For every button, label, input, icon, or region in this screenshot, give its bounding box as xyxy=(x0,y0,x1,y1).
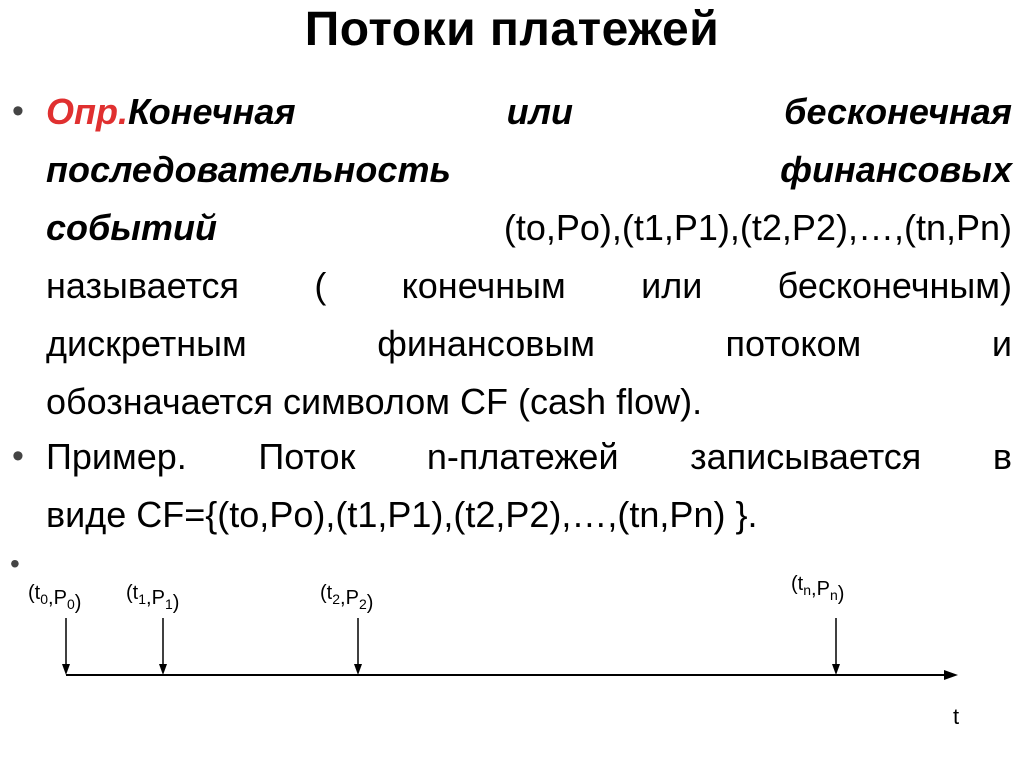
example-text: записывается xyxy=(690,436,922,477)
time-axis-arrowhead xyxy=(944,670,958,680)
definition-word: бесконечная xyxy=(784,91,1012,132)
definition-word: событий xyxy=(46,207,218,248)
definition-word: или xyxy=(506,91,574,132)
payment-arrowhead xyxy=(159,664,167,675)
definition-line-2 xyxy=(46,141,1012,199)
example-text: в xyxy=(992,436,1012,477)
example-text: Пример. Поток n-платежей xyxy=(46,436,619,477)
definition-word: Конечная xyxy=(127,91,296,132)
payment-arrowhead xyxy=(354,664,362,675)
payment-arrowhead xyxy=(832,664,840,675)
payment-label: $(t_2,P_2)$ xyxy=(320,582,374,614)
event-sequence-formula: (to,Po),(t1,P1),(t2,P2),…,(tn,Pn) xyxy=(503,207,1012,248)
payment-arrowhead xyxy=(62,664,70,675)
payment-label: $(t_0,P_0)$ xyxy=(28,582,82,614)
payment-timeline xyxy=(0,540,1024,767)
definition-line-4: называется ( конечным или бесконечным) xyxy=(46,265,1012,306)
definition-word: финансовым xyxy=(377,323,595,364)
example-line-2: виде CF={(to,Po),(t1,P1),(t2,P2),…,(tn,Pn) }. xyxy=(46,494,758,535)
definition-line-5 xyxy=(46,315,1012,373)
time-axis-label: t xyxy=(953,704,960,729)
timeline-events xyxy=(28,573,844,675)
definition-word: и xyxy=(991,323,1012,364)
slide-title: Потоки платежей xyxy=(304,3,720,56)
definition-word: дискретным xyxy=(46,323,247,364)
definition-word: потоком xyxy=(725,323,862,364)
definition-line-6: обозначается символом CF (cash flow). xyxy=(46,381,703,422)
example-line-1 xyxy=(46,428,1012,486)
definition-line-3 xyxy=(46,199,1012,257)
payment-label: $(t_1,P_1)$ xyxy=(126,582,180,614)
definition-word: финансовых xyxy=(780,149,1012,190)
bullet-dot: • xyxy=(12,437,24,475)
bullet-dot: • xyxy=(10,548,20,579)
definition-word: последовательность xyxy=(46,149,451,190)
definition-prefix: Опр. xyxy=(46,91,128,132)
definition-line-1 xyxy=(46,83,1012,141)
bullet-dot: • xyxy=(12,92,24,130)
payment-label: $(t_n,P_n)$ xyxy=(791,573,845,605)
